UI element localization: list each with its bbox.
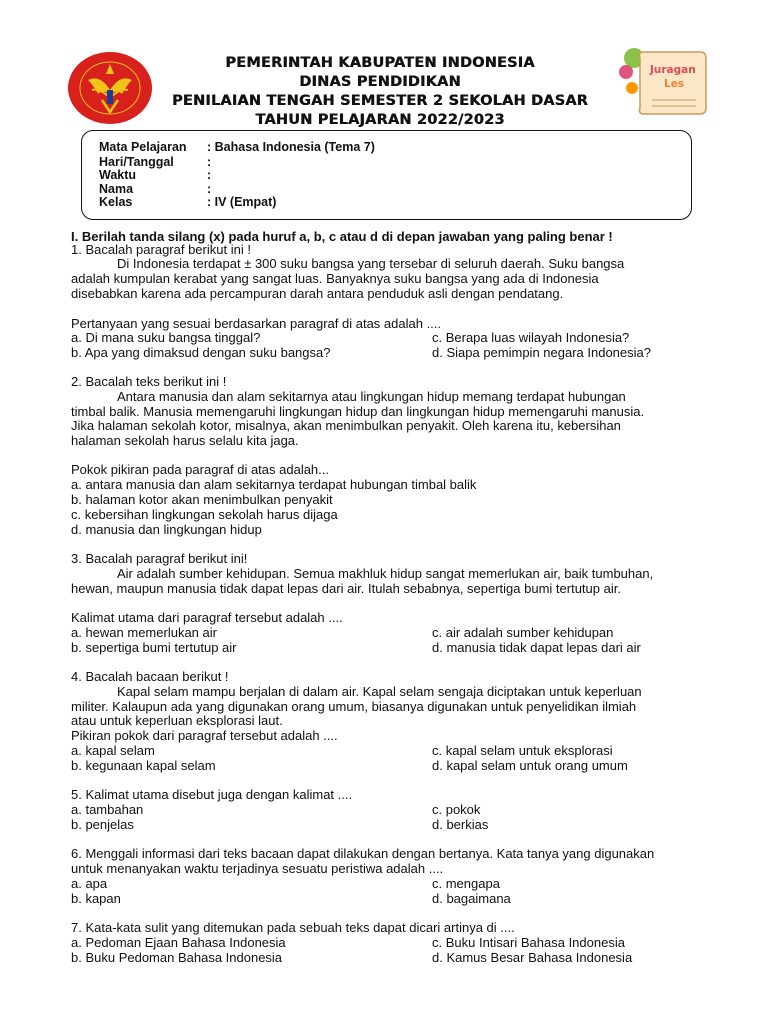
q4-text-line: militer. Kalaupun ada yang digunakan orang umum, biasanya digunakan untuk penyelidikan ilmiah	[71, 699, 637, 714]
q6-option-b[interactable]: b. kapan	[71, 891, 121, 906]
q2-text-line: Jika halaman sekolah kotor, misalnya, akan menimbulkan penyakit. Oleh karena itu, kebersihan	[71, 418, 621, 433]
student-info-box	[81, 130, 692, 220]
q2-text-line: Antara manusia dan alam sekitarnya atau lingkungan hidup memang terdapat hubungan	[117, 389, 626, 404]
les-text: Les	[664, 78, 685, 90]
q2-prompt: 2. Bacalah teks berikut ini !	[71, 374, 227, 389]
q1-option-a[interactable]: a. Di mana suku bangsa tinggal?	[71, 330, 261, 345]
info-row-class: Kelas : IV (Empat)	[99, 195, 277, 209]
q3-text-line: Air adalah sumber kehidupan. Semua makhluk hidup sangat memerlukan air, baik tumbuhan,	[117, 566, 654, 581]
q5-question: 5. Kalimat utama disebut juga dengan kalimat ....	[71, 787, 353, 802]
info-row-subject: Mata Pelajaran : Bahasa Indonesia (Tema 7)	[99, 140, 375, 154]
q6-question-cont: untuk menanyakan waktu terjadinya sesuatu peristiwa adalah ....	[71, 861, 444, 876]
q1-text-line: Di Indonesia terdapat ± 300 suku bangsa yang tersebar di seluruh daerah. Suku bangsa	[117, 256, 625, 271]
q5-option-d[interactable]: d. berkias	[432, 817, 489, 832]
q2-text-line: halaman sekolah harus selalu kita jaga.	[71, 433, 299, 448]
q3-option-a[interactable]: a. hewan memerlukan air	[71, 625, 217, 640]
q7-option-c[interactable]: c. Buku Intisari Bahasa Indonesia	[432, 935, 625, 950]
q5-option-a[interactable]: a. tambahan	[71, 802, 144, 817]
q6-option-c[interactable]: c. mengapa	[432, 876, 500, 891]
q1-question: Pertanyaan yang sesuai berdasarkan paragraf di atas adalah ....	[71, 316, 442, 331]
header-exam-title: PENILAIAN TENGAH SEMESTER 2 SEKOLAH DASAR	[171, 93, 589, 109]
q3-option-b[interactable]: b. sepertiga bumi tertutup air	[71, 640, 237, 655]
q4-question: Pikiran pokok dari paragraf tersebut adalah ....	[71, 728, 338, 743]
q6-option-d[interactable]: d. bagaimana	[432, 891, 511, 906]
q2-option-c[interactable]: c. kebersihan lingkungan sekolah harus dijaga	[71, 507, 338, 522]
q7-option-d[interactable]: d. Kamus Besar Bahasa Indonesia	[432, 950, 633, 965]
q4-text-line: atau untuk keperluan eksplorasi laut.	[71, 713, 283, 728]
q6-option-a[interactable]: a. apa	[71, 876, 108, 891]
q3-text-line: hewan, maupun manusia tidak dapat lepas dari air. Itulah sebabnya, sepertiga bumi tertutup air.	[71, 581, 621, 596]
q1-text-line: disebabkan karena ada percampuran darah antara penduduk asli dengan pendatang.	[71, 286, 564, 301]
q2-option-b[interactable]: b. halaman kotor akan menimbulkan penyakit	[71, 492, 333, 507]
q4-option-b[interactable]: b. kegunaan kapal selam	[71, 758, 216, 773]
q2-question: Pokok pikiran pada paragraf di atas adalah...	[71, 462, 330, 477]
q1-option-c[interactable]: c. Berapa luas wilayah Indonesia?	[432, 330, 630, 345]
q7-option-b[interactable]: b. Buku Pedoman Bahasa Indonesia	[71, 950, 283, 965]
q2-text-line: timbal balik. Manusia memengaruhi lingkungan hidup dan lingkungan hidup memengaruhi manusia.	[71, 404, 645, 419]
q6-question: 6. Menggali informasi dari teks bacaan dapat dilakukan dengan bertanya. Kata tanya yang digunakan	[71, 846, 655, 861]
info-row-date: Hari/Tanggal :	[99, 155, 212, 169]
q4-option-a[interactable]: a. kapal selam	[71, 743, 155, 758]
q7-question: 7. Kata-kata sulit yang ditemukan pada sebuah teks dapat dicari artinya di ....	[71, 920, 515, 935]
q7-option-a[interactable]: a. Pedoman Ejaan Bahasa Indonesia	[71, 935, 286, 950]
q5-option-b[interactable]: b. penjelas	[71, 817, 134, 832]
info-row-name: Nama :	[99, 182, 212, 196]
juragan-text: Juragan	[650, 64, 696, 76]
juragan-les-logo	[612, 44, 710, 120]
q1-prompt: 1. Bacalah paragraf berikut ini !	[71, 242, 251, 257]
info-row-time: Waktu :	[99, 168, 212, 182]
q3-option-d[interactable]: d. manusia tidak dapat lepas dari air	[432, 640, 641, 655]
q3-prompt: 3. Bacalah paragraf berikut ini!	[71, 551, 248, 566]
q4-option-c[interactable]: c. kapal selam untuk eksplorasi	[432, 743, 613, 758]
q2-option-d[interactable]: d. manusia dan lingkungan hidup	[71, 522, 262, 537]
q4-prompt: 4. Bacalah bacaan berikut !	[71, 669, 229, 684]
q4-text-line: Kapal selam mampu berjalan di dalam air. Kapal selam sengaja diciptakan untuk keperluan	[117, 684, 642, 699]
header-department: DINAS PENDIDIKAN	[299, 74, 461, 90]
q1-option-d[interactable]: d. Siapa pemimpin negara Indonesia?	[432, 345, 651, 360]
q5-option-c[interactable]: c. pokok	[432, 802, 481, 817]
q3-question: Kalimat utama dari paragraf tersebut adalah ....	[71, 610, 343, 625]
header-school-year: TAHUN PELAJARAN 2022/2023	[255, 112, 505, 128]
q3-option-c[interactable]: c. air adalah sumber kehidupan	[432, 625, 614, 640]
q4-option-d[interactable]: d. kapal selam untuk orang umum	[432, 758, 628, 773]
q1-option-b[interactable]: b. Apa yang dimaksud dengan suku bangsa?	[71, 345, 331, 360]
instruction-text: I. Berilah tanda silang (x) pada huruf a, b, c atau d di depan jawaban yang paling benar !	[71, 229, 613, 244]
header-government: PEMERINTAH KABUPATEN INDONESIA	[225, 55, 535, 71]
q2-option-a[interactable]: a. antara manusia dan alam sekitarnya terdapat hubungan timbal balik	[71, 477, 477, 492]
q1-text-line: adalah kumpulan kerabat yang sangat luas. Banyaknya suku bangsa yang ada di Indonesia	[71, 271, 599, 286]
